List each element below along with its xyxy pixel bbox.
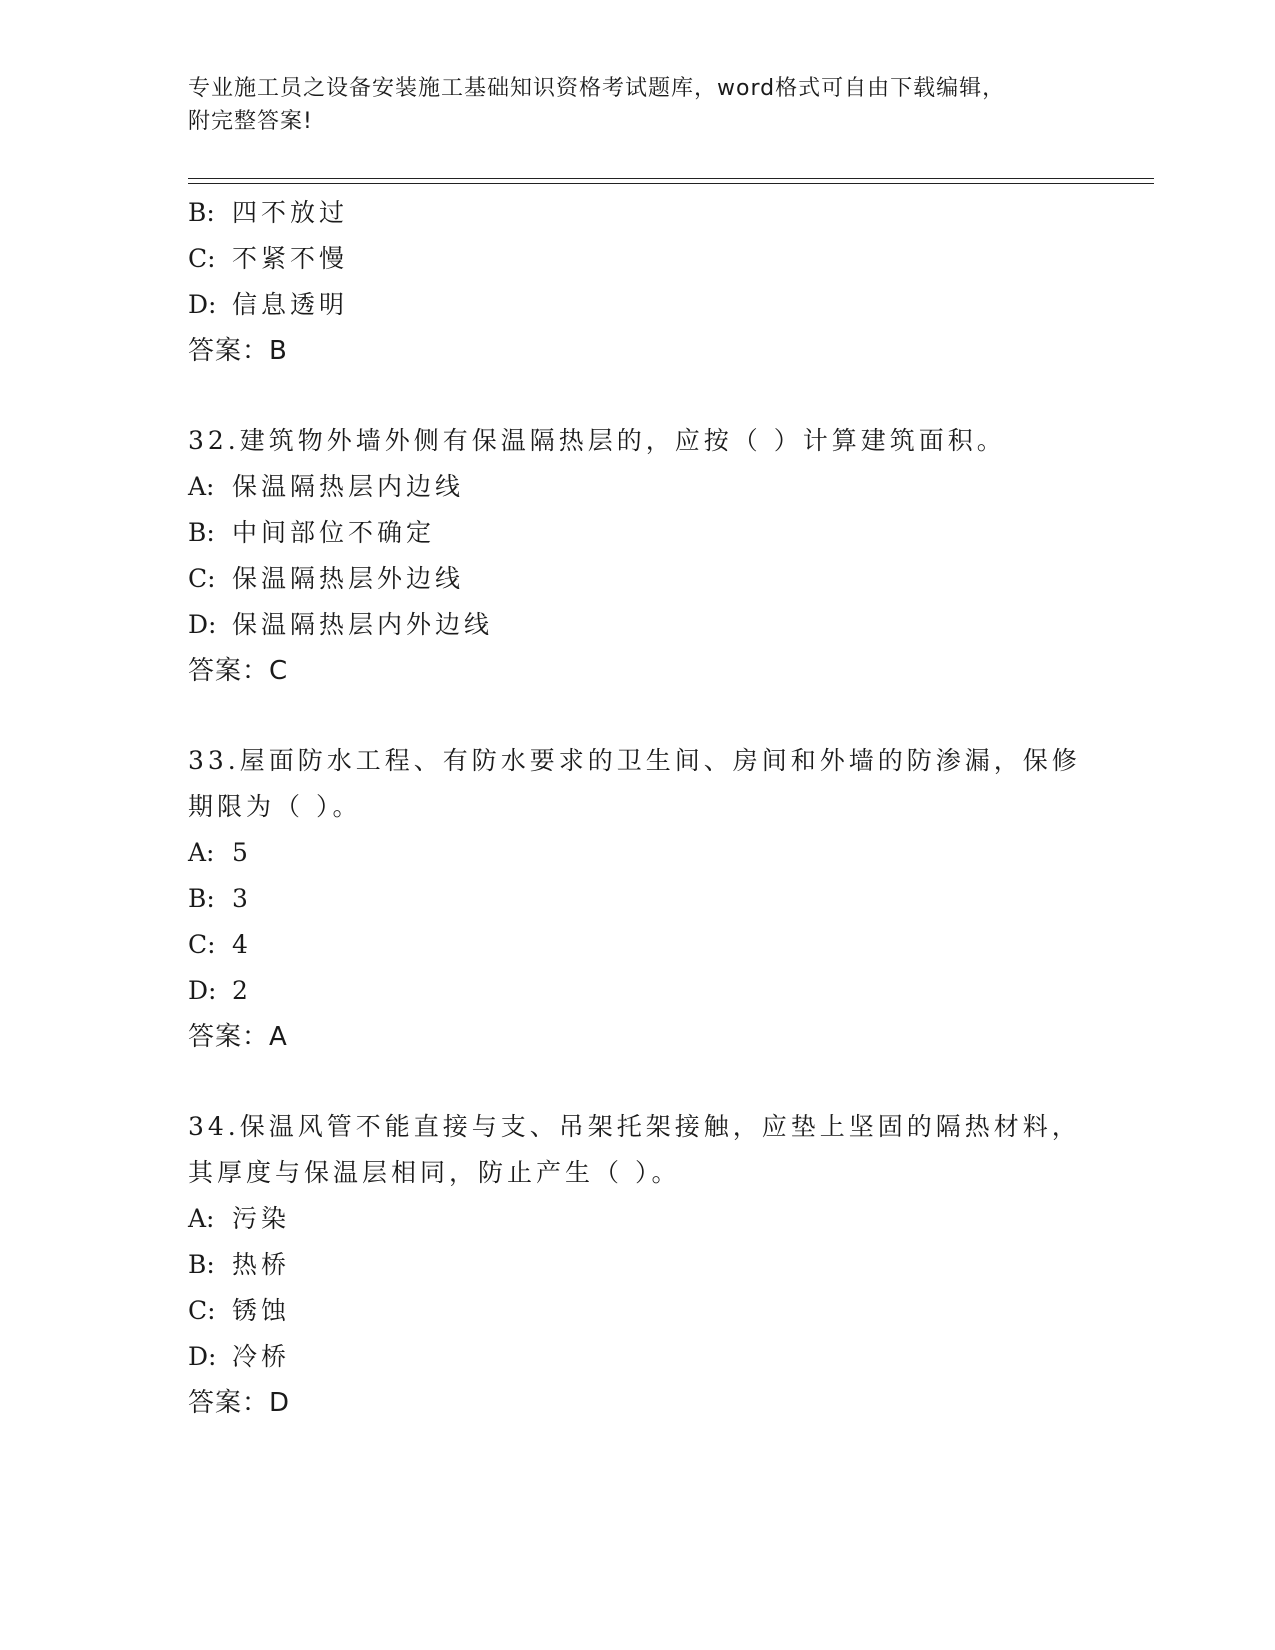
question-34 bbox=[188, 1104, 1108, 1426]
option-label: C: bbox=[188, 564, 216, 593]
option-label: B: bbox=[188, 884, 215, 913]
option-b bbox=[188, 510, 1108, 556]
option-label: A: bbox=[188, 838, 215, 867]
option-text: 保温隔热层内边线 bbox=[232, 472, 465, 501]
option-label: A: bbox=[188, 1204, 215, 1233]
option-label: C: bbox=[188, 930, 216, 959]
option-b bbox=[188, 876, 1108, 922]
option-label: D: bbox=[188, 1342, 217, 1371]
option-c bbox=[188, 556, 1108, 602]
answer-line: 答案：A bbox=[188, 1022, 288, 1052]
option-label: D: bbox=[188, 610, 217, 639]
question-stem-continued: 其厚度与保温层相同，防止产生（ ）。 bbox=[188, 1158, 681, 1187]
option-d bbox=[188, 1334, 1108, 1380]
option-text: 保温隔热层外边线 bbox=[232, 564, 465, 593]
header-divider bbox=[188, 178, 1154, 184]
question-content bbox=[188, 190, 1108, 1426]
option-b bbox=[188, 1242, 1108, 1288]
option-d bbox=[188, 282, 1108, 328]
question-33 bbox=[188, 738, 1108, 1060]
question-32 bbox=[188, 418, 1108, 694]
question-stem: 33.屋面防水工程、有防水要求的卫生间、房间和外墙的防渗漏，保修 bbox=[188, 746, 1081, 775]
option-label: B: bbox=[188, 1250, 215, 1279]
option-c bbox=[188, 922, 1108, 968]
option-text: 四不放过 bbox=[232, 198, 349, 227]
option-text: 污染 bbox=[232, 1204, 291, 1233]
answer-line: 答案：C bbox=[188, 656, 289, 686]
answer-line: 答案：B bbox=[188, 336, 288, 366]
option-text: 保温隔热层内外边线 bbox=[232, 610, 494, 639]
option-d bbox=[188, 602, 1108, 648]
question-31 bbox=[188, 190, 1108, 374]
answer-line: 答案：D bbox=[188, 1388, 291, 1418]
option-b bbox=[188, 190, 1108, 236]
option-text: 4 bbox=[232, 930, 252, 959]
option-a bbox=[188, 830, 1108, 876]
document-header bbox=[188, 72, 1088, 138]
question-stem: 34.保温风管不能直接与支、吊架托架接触，应垫上坚固的隔热材料， bbox=[188, 1112, 1081, 1141]
option-text: 信息透明 bbox=[232, 290, 349, 319]
option-label: A: bbox=[188, 472, 215, 501]
option-text: 3 bbox=[232, 884, 252, 913]
option-a bbox=[188, 1196, 1108, 1242]
option-label: B: bbox=[188, 198, 215, 227]
option-label: D: bbox=[188, 290, 217, 319]
option-text: 热桥 bbox=[232, 1250, 291, 1279]
option-text: 不紧不慢 bbox=[232, 244, 349, 273]
question-stem: 32.建筑物外墙外侧有保温隔热层的，应按（ ）计算建筑面积。 bbox=[188, 426, 1006, 455]
option-c bbox=[188, 236, 1108, 282]
option-text: 锈蚀 bbox=[232, 1296, 291, 1325]
option-text: 中间部位不确定 bbox=[232, 518, 436, 547]
option-label: C: bbox=[188, 1296, 216, 1325]
option-a bbox=[188, 464, 1108, 510]
option-c bbox=[188, 1288, 1108, 1334]
option-label: C: bbox=[188, 244, 216, 273]
option-text: 冷桥 bbox=[232, 1342, 291, 1371]
option-label: B: bbox=[188, 518, 215, 547]
question-stem-continued: 期限为（ ）。 bbox=[188, 792, 362, 821]
option-text: 2 bbox=[232, 976, 252, 1005]
option-label: D: bbox=[188, 976, 217, 1005]
header-line-1: 专业施工员之设备安装施工基础知识资格考试题库，word格式可自由下载编辑， bbox=[188, 76, 1006, 101]
header-line-2: 附完整答案! bbox=[188, 109, 313, 134]
option-text: 5 bbox=[232, 838, 252, 867]
option-d bbox=[188, 968, 1108, 1014]
